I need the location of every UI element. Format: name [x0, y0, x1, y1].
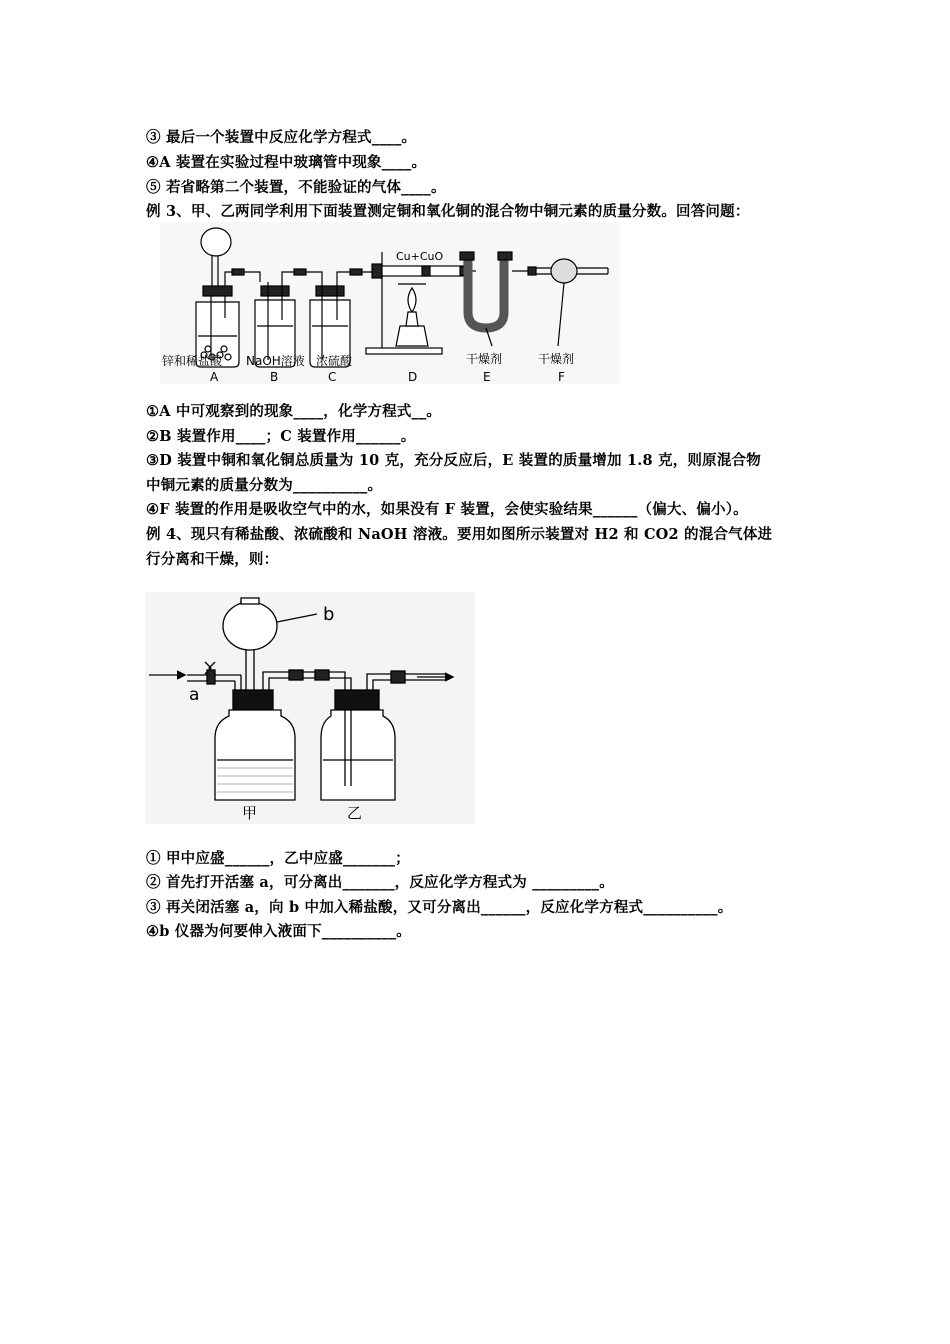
apparatus-figure-2 — [145, 592, 475, 824]
q2-item-3: ③ 最后一个装置中反应化学方程式____。 — [146, 129, 417, 146]
funnel-b — [223, 602, 277, 650]
label-f-content: 干燥剂 — [538, 352, 575, 366]
letter-e: E — [483, 370, 491, 384]
example-4-question-4: ④b 仪器为何要伸入液面下__________。 — [146, 923, 411, 940]
bottle-yi — [321, 710, 395, 800]
example-3-intro: 例 3、甲、乙两同学利用下面装置测定铜和氧化铜的混合物中铜元素的质量分数。回答问题： — [146, 203, 750, 220]
example-4-intro-line-1: 例 4、现只有稀盐酸、浓硫酸和 NaOH 溶液。要用如图所示装置对 H2 和 CO2 的混合气体进 — [146, 526, 773, 543]
label-yi: 乙 — [347, 804, 363, 822]
label-a: a — [189, 685, 200, 705]
label-cu-cuo: Cu+CuO — [396, 250, 444, 263]
label-c-content: 浓硫酸 — [316, 354, 353, 368]
label-b-content: NaOH溶液 — [246, 354, 305, 368]
apparatus-figure-1 — [160, 222, 620, 384]
example-3-question-4: ④F 装置的作用是吸收空气中的水，如果没有 F 装置，会使实验结果______（偏大、偏小）。 — [146, 501, 748, 518]
bottle-jia — [215, 710, 295, 800]
letter-f: F — [558, 370, 565, 384]
label-a-content: 锌和稀盐酸 — [162, 354, 223, 368]
example-3-question-3a: ③D 装置中铜和氧化铜总质量为 10 克，充分反应后，E 装置的质量增加 1.8 克，则原混合物 — [146, 452, 761, 469]
letter-a: A — [210, 370, 219, 384]
letter-d: D — [408, 370, 418, 384]
letter-c: C — [328, 370, 337, 384]
letter-b: B — [270, 370, 279, 384]
example-4-question-1: ① 甲中应盛______，乙中应盛_______； — [146, 850, 410, 867]
example-4-question-3: ③ 再关闭活塞 a，向 b 中加入稀盐酸，又可分离出______，反应化学方程式__________。 — [146, 899, 733, 916]
q2-item-4: ④A 装置在实验过程中玻璃管中现象____。 — [146, 154, 427, 171]
example-3-question-3b: 中铜元素的质量分数为__________。 — [146, 477, 383, 494]
label-jia: 甲 — [242, 804, 258, 822]
example-3-question-2: ②B 装置作用____；C 装置作用______。 — [146, 428, 416, 445]
example-4-intro-line-2: 行分离和干燥，则： — [146, 551, 279, 568]
example-3-question-1: ①A 中可观察到的现象____，化学方程式__。 — [146, 403, 442, 420]
label-b: b — [323, 604, 335, 625]
funnel-a — [201, 228, 231, 256]
q2-item-5: ⑤ 若省略第二个装置，不能验证的气体____。 — [146, 179, 446, 196]
example-4-question-2: ② 首先打开活塞 a，可分离出_______，反应化学方程式为 _________。 — [146, 874, 614, 891]
label-e-content: 干燥剂 — [466, 352, 503, 366]
drying-tube-f — [551, 259, 577, 283]
